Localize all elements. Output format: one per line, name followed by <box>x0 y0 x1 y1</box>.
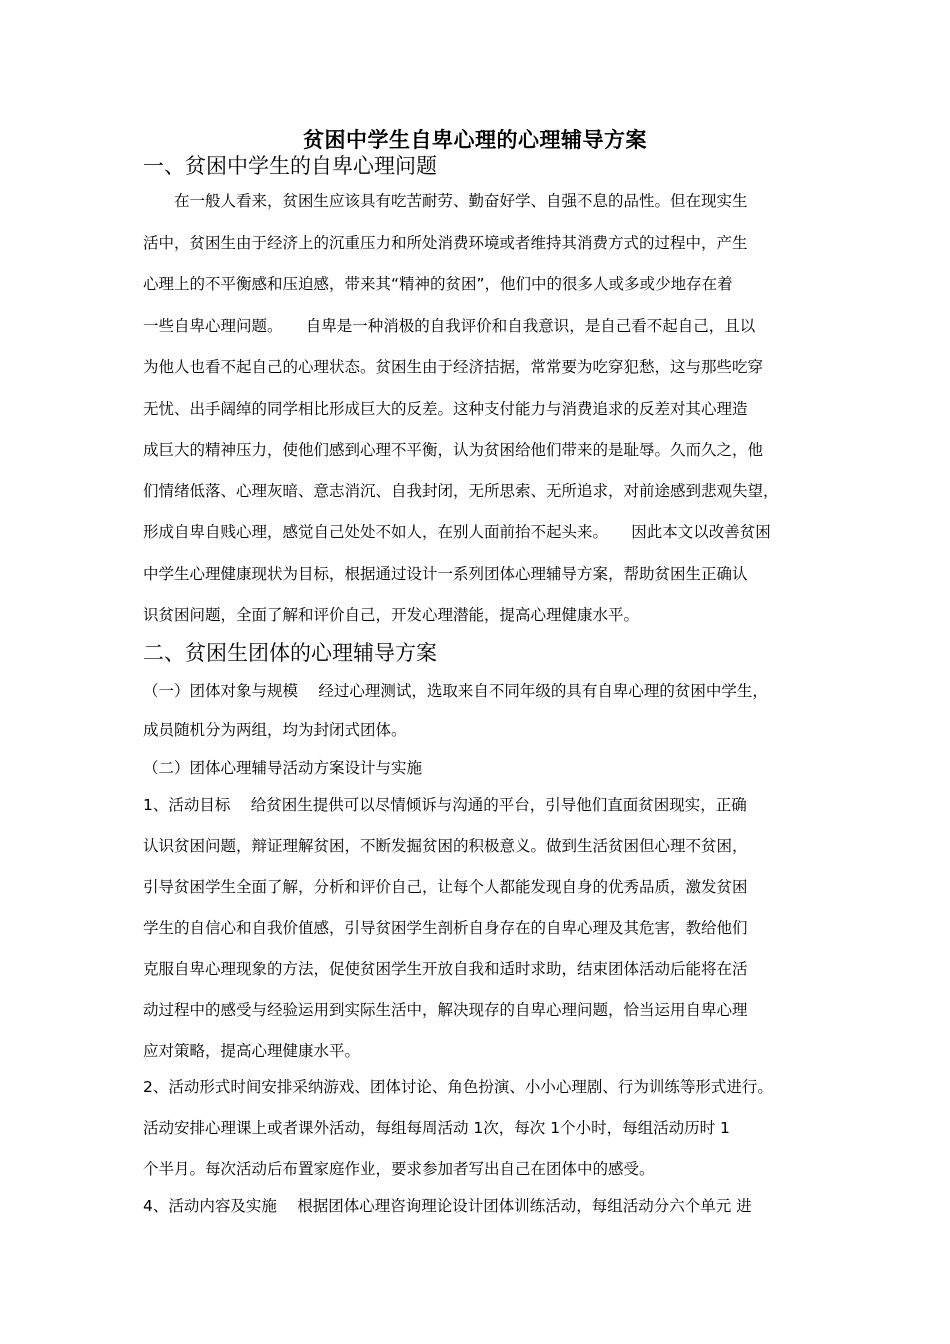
paragraph-line: 活动安排心理课上或者课外活动，每组每周活动 1次，每次 1个小时，每组活动历时 1 <box>143 1119 730 1137</box>
paragraph-line: 中学生心理健康现状为目标，根据通过设计一系列团体心理辅导方案，帮助贫困生正确认 <box>143 565 748 583</box>
paragraph-line: 无忧、出手阔绰的同学相比形成巨大的反差。这种支付能力与消费追求的反差对其心理造 <box>143 400 748 418</box>
paragraph-line: 形成自卑自贱心理，感觉自己处处不如人，在别人面前抬不起头来。 因此本文以改善贫困 <box>143 523 771 541</box>
paragraph-line: 1、活动目标 给贫困生提供可以尽情倾诉与沟通的平台，引导他们直面贫困现实，正确 <box>143 796 747 814</box>
paragraph-line: 2、活动形式时间安排采纳游戏、团体讨论、角色扮演、小小心理剧、行为训练等形式进行。 <box>143 1078 773 1096</box>
paragraph-line: 心理上的不平衡感和压迫感，带来其“精神的贫困”，他们中的很多人或多或少地存在着 <box>143 275 733 293</box>
paragraph-line: （一）团体对象与规模 经过心理测试，选取来自不同年级的具有自卑心理的贫困中学生， <box>143 682 768 700</box>
paragraph-line: 学生的自信心和自我价值感，引导贫困学生剖析自身存在的自卑心理及其危害，教给他们 <box>143 919 748 937</box>
paragraph-line: 引导贫困学生全面了解，分析和评价自己，让每个人都能发现自身的优秀品质，激发贫困 <box>143 878 748 896</box>
paragraph-line: 克服自卑心理现象的方法，促使贫困学生开放自我和适时求助，结束团体活动后能将在活 <box>143 960 748 978</box>
document-title: 贫困中学生自卑心理的心理辅导方案 <box>303 128 647 152</box>
paragraph-line: 们情绪低落、心理灰暗、意志消沉、自我封闭，无所思索、无所追求，对前途感到悲观失望， <box>143 482 779 500</box>
paragraph-line: 为他人也看不起自己的心理状态。贫困生由于经济拮据，常常要为吃穿犯愁，这与那些吃穿 <box>143 358 764 376</box>
paragraph-line: 一些自卑心理问题。 自卑是一种消极的自我评价和自我意识，是自己看不起自己，且以 <box>143 317 756 335</box>
paragraph-line: 4、活动内容及实施 根据团体心理咨询理论设计团体训练活动，每组活动分六个单元 进 <box>143 1197 752 1215</box>
paragraph-line: 动过程中的感受与经验运用到实际生活中，解决现存的自卑心理问题，恰当运用自卑心理 <box>143 1001 748 1019</box>
section-1-heading: 一、贫困中学生的自卑心理问题 <box>143 154 437 178</box>
section-2-heading: 二、贫困生团体的心理辅导方案 <box>143 641 437 665</box>
paragraph-line: 识贫困问题，全面了解和评价自己，开发心理潜能，提高心理健康水平。 <box>143 606 640 624</box>
paragraph-line: 个半月。每次活动后布置家庭作业，要求参加者写出自己在团体中的感受。 <box>143 1160 655 1178</box>
paragraph-line: 成员随机分为两组，均为封闭式团体。 <box>143 721 407 739</box>
paragraph-line: 在一般人看来，贫困生应该具有吃苦耐劳、勤奋好学、自强不息的品性。但在现实生 <box>143 192 748 210</box>
paragraph-line: （二）团体心理辅导活动方案设计与实施 <box>143 759 423 777</box>
paragraph-line: 成巨大的精神压力，使他们感到心理不平衡，认为贫困给他们带来的是耻辱。久而久之，他 <box>143 441 764 459</box>
paragraph-line: 活中，贫困生由于经济上的沉重压力和所处消费环境或者维持其消费方式的过程中，产生 <box>143 234 748 252</box>
paragraph-line: 认识贫困问题，辩证理解贫困，不断发掘贫困的积极意义。做到生活贫困但心理不贫困， <box>143 837 748 855</box>
paragraph-line: 应对策略，提高心理健康水平。 <box>143 1042 361 1060</box>
